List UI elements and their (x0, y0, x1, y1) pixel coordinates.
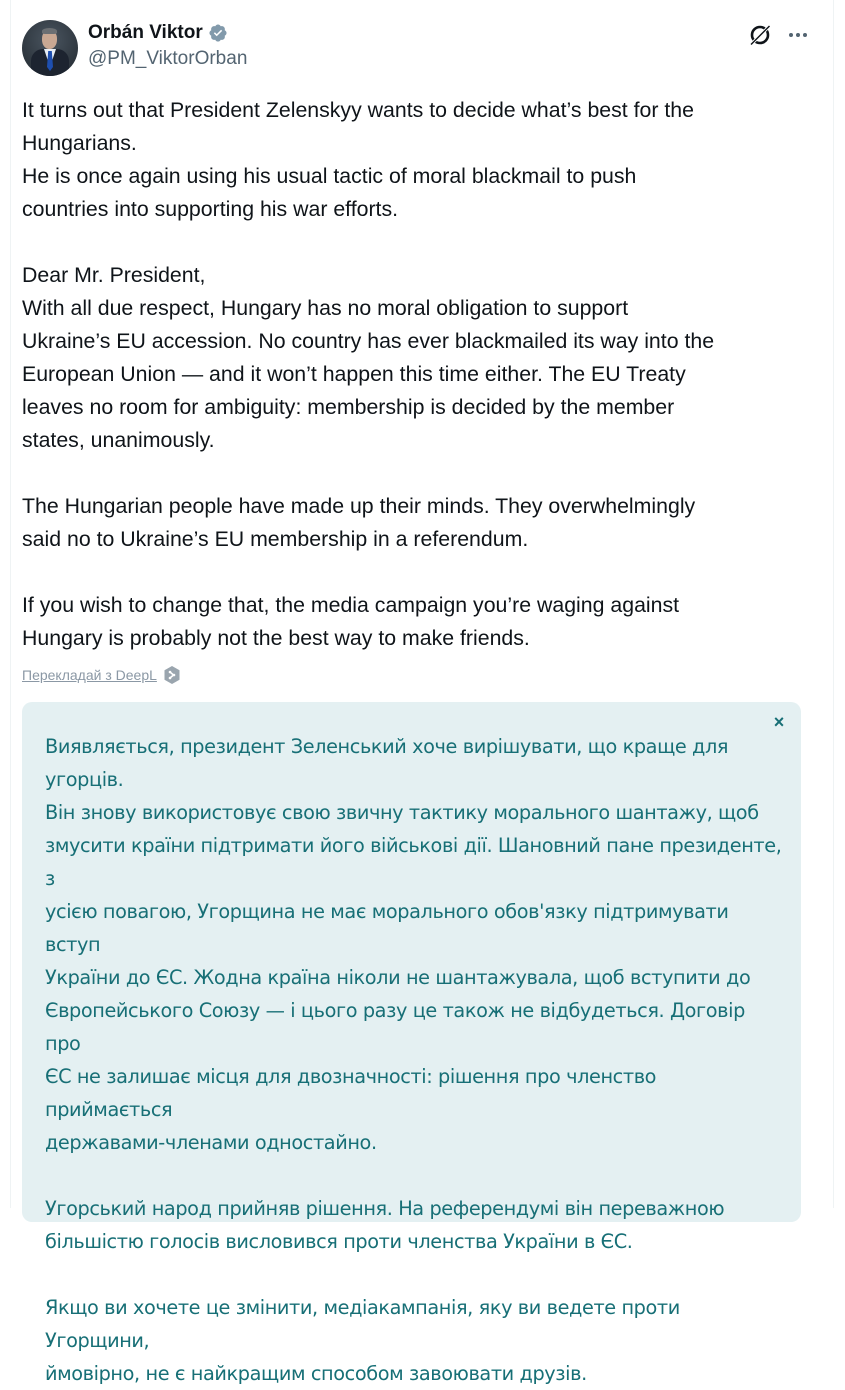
tweet-line: The Hungarian people have made up their minds. They overwhelmingly (22, 494, 696, 518)
translation-line: Угорський народ прийняв рішення. На референдумі він переважною (45, 1197, 725, 1220)
translation-panel (22, 702, 801, 1385)
author-display-name[interactable]: Orbán Viktor (88, 22, 203, 43)
tweet-body (22, 94, 812, 655)
verified-badge-icon[interactable] (208, 23, 228, 43)
tweet-line: Ukraine’s EU accession. No country has ever blackmailed its way into the (22, 329, 715, 353)
tweet-line: It turns out that President Zelenskyy wants to decide what’s best for the (22, 98, 694, 122)
translation-line: змусити країни підтримати його військові дії. Шановний пане президенте, з (45, 834, 782, 890)
tweet-line: Hungary is probably not the best way to make friends. (22, 626, 530, 650)
paragraph-gap (22, 556, 812, 589)
translation-line: Виявляється, президент Зеленський хоче вирішувати, що краще для угорців. (45, 735, 729, 791)
tweet-line: European Union — and it won’t happen this time either. The EU Treaty (22, 362, 686, 386)
paragraph-gap (45, 1159, 785, 1192)
tweet-line: states, unanimously. (22, 428, 215, 452)
translate-row (22, 664, 181, 686)
display-name-row (88, 20, 247, 46)
translation-line: Якщо ви хочете це змінити, медіакампанія, яку ви ведете проти Угорщини, (45, 1296, 680, 1352)
author-handle[interactable]: @PM_ViktorOrban (88, 48, 248, 69)
avatar[interactable] (22, 20, 78, 76)
paragraph-gap (22, 226, 812, 259)
tweet-line: Hungarians. (22, 131, 137, 155)
deepl-icon[interactable] (163, 665, 181, 685)
tweet-line: With all due respect, Hungary has no moral obligation to support (22, 296, 629, 320)
close-translation-button[interactable]: × (773, 712, 785, 732)
translation-line: більшістю голосів висловився проти членства України в ЄС. (45, 1230, 633, 1253)
translation-line: Європейського Союзу — і цього разу це також не відбудеться. Договір про (45, 999, 745, 1055)
translation-body (45, 730, 785, 1390)
tweet-header (22, 20, 812, 76)
author-info (88, 20, 247, 70)
tweet-line: leaves no room for ambiguity: membership is decided by the member (22, 395, 675, 419)
paragraph-gap (45, 1258, 785, 1291)
more-horizontal-icon[interactable] (787, 24, 809, 46)
translation-line: України до ЄС. Жодна країна ніколи не шантажувала, щоб вступити до (45, 966, 751, 989)
translation-line: усією повагою, Угорщина не має морального обов'язку підтримувати вступ (45, 900, 729, 956)
translation-line: ЄС не залишає місця для двозначності: рішення про членство приймається (45, 1065, 657, 1121)
paragraph-gap (22, 457, 812, 490)
translation-line: ймовірно, не є найкращим способом завоювати друзів. (45, 1362, 587, 1385)
translate-with-deepl-link[interactable]: Перекладай з DeepL (22, 667, 157, 683)
translation-line: Він знову використовує свою звичну тактику морального шантажу, щоб (45, 801, 759, 824)
tweet-line: Dear Mr. President, (22, 263, 206, 287)
tweet-line: said no to Ukraine’s EU membership in a referendum. (22, 527, 529, 551)
tweet-line: If you wish to change that, the media campaign you’re waging against (22, 593, 680, 617)
avatar-hair (42, 28, 57, 34)
tweet-line: countries into supporting his war efforts. (22, 197, 399, 221)
tweet-line: He is once again using his usual tactic of moral blackmail to push (22, 164, 637, 188)
grok-icon[interactable] (747, 22, 773, 48)
translation-line: державами-членами одностайно. (45, 1131, 377, 1154)
